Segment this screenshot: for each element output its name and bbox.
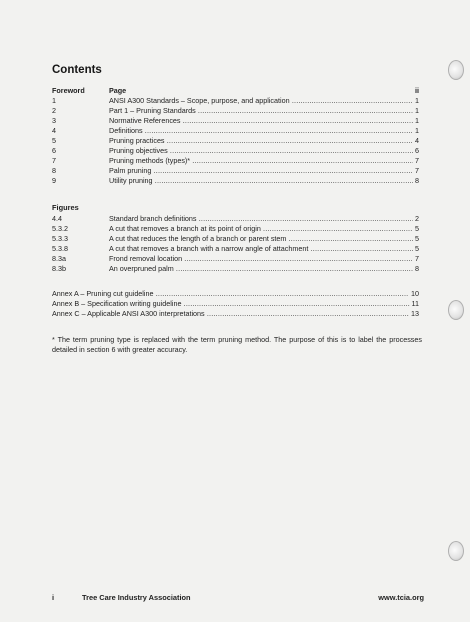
toc-entry-page: 1 <box>415 126 419 135</box>
toc-entry-page: 1 <box>415 106 419 115</box>
annex-entry <box>52 289 419 299</box>
annex-entry-page: 11 <box>411 299 419 308</box>
figure-entry <box>52 244 419 254</box>
toc-entry-page: 1 <box>415 116 419 125</box>
toc-entry-title: Palm pruning ..... <box>109 166 413 176</box>
toc-entry <box>52 96 419 106</box>
figure-entry <box>52 234 419 244</box>
footer-page-number: i <box>52 593 55 602</box>
annex-entry-page: 13 <box>411 309 419 318</box>
figure-entry-page: 2 <box>415 214 419 223</box>
toc-entry <box>52 176 419 186</box>
figure-entry-number: 5.3.8 <box>52 244 68 253</box>
toc-entry-number: 7 <box>52 156 56 165</box>
figure-entry-title: An overpruned palm ..... <box>109 264 413 274</box>
figure-entry-number: 8.3b <box>52 264 66 273</box>
toc-entry-number: 6 <box>52 146 56 155</box>
toc-foreword-page: ii <box>415 86 419 95</box>
toc-entry <box>52 166 419 176</box>
punch-hole-icon <box>448 300 464 320</box>
figure-entry-page: 5 <box>415 224 419 233</box>
punch-hole-icon <box>448 541 464 561</box>
figure-entry <box>52 224 419 234</box>
annex-entry-title: Annex A – Pruning cut guideline ..... <box>52 289 413 299</box>
figure-entry-title: Standard branch definitions ..... <box>109 214 413 224</box>
toc-entry-number: 5 <box>52 136 56 145</box>
annex-entry-title: Annex C – Applicable ANSI A300 interpretations ..... <box>52 309 413 319</box>
toc-entry <box>52 136 419 146</box>
figures-heading: Figures <box>52 203 79 212</box>
figure-entry-page: 7 <box>415 254 419 263</box>
figure-entry-number: 4.4 <box>52 214 62 223</box>
toc-entry <box>52 146 419 156</box>
toc-entry-number: 1 <box>52 96 56 105</box>
toc-entry-number: 3 <box>52 116 56 125</box>
figure-entry-title: A cut that reduces the length of a branch or parent stem ..... <box>109 234 413 244</box>
toc-entry-page: 7 <box>415 166 419 175</box>
annex-entry-title: Annex B – Specification writing guideline ..... <box>52 299 413 309</box>
figure-entry-page: 5 <box>415 244 419 253</box>
toc-entry <box>52 106 419 116</box>
toc-entry-page: 1 <box>415 96 419 105</box>
toc-entry-title: Utility pruning ..... <box>109 176 413 186</box>
figure-entry-title: A cut that removes a branch with a narrow angle of attachment ..... <box>109 244 413 254</box>
footer-website: www.tcia.org <box>378 593 424 602</box>
toc-entry-page: 7 <box>415 156 419 165</box>
figure-entry <box>52 254 419 264</box>
figure-entry-page: 5 <box>415 234 419 243</box>
toc-entry-page: 8 <box>415 176 419 185</box>
toc-entry-title: Pruning practices ..... <box>109 136 413 146</box>
toc-entry <box>52 156 419 166</box>
annex-entry <box>52 299 419 309</box>
figure-entry-title: Frond removal location ..... <box>109 254 413 264</box>
toc-entry-number: 9 <box>52 176 56 185</box>
figure-entry-title: A cut that removes a branch at its point of origin ..... <box>109 224 413 234</box>
toc-entry-page: 4 <box>415 136 419 145</box>
figure-entry <box>52 214 419 224</box>
toc-entry-title: ANSI A300 Standards – Scope, purpose, and application ..... <box>109 96 413 106</box>
footnote: * The term pruning type is replaced with the term pruning method. The purpose of this is to label the processes detailed in section 6 with greater accuracy. <box>52 335 422 354</box>
toc-page-column-label: Page <box>109 86 127 95</box>
toc-entry-number: 2 <box>52 106 56 115</box>
toc-entry-title: Part 1 – Pruning Standards ..... <box>109 106 413 116</box>
contents-heading: Contents <box>52 64 102 76</box>
figure-entry-number: 8.3a <box>52 254 66 263</box>
toc-entry-number: 4 <box>52 126 56 135</box>
toc-entry-title: Definitions ..... <box>109 126 413 136</box>
toc-entry <box>52 126 419 136</box>
figure-entry <box>52 264 419 274</box>
annex-entry <box>52 309 419 319</box>
toc-entry-page: 6 <box>415 146 419 155</box>
toc-entry-title: Normative References ..... <box>109 116 413 126</box>
toc-entry-number: 8 <box>52 166 56 175</box>
figure-entry-number: 5.3.3 <box>52 234 68 243</box>
toc-foreword-label: Foreword <box>52 86 85 95</box>
toc-entry <box>52 116 419 126</box>
toc-entry-title: Pruning objectives ..... <box>109 146 413 156</box>
toc-header-row <box>52 86 419 96</box>
footer-organization: Tree Care Industry Association <box>82 593 191 602</box>
annex-entry-page: 10 <box>411 289 419 298</box>
toc-entry-title: Pruning methods (types)* ..... <box>109 156 413 166</box>
figure-entry-number: 5.3.2 <box>52 224 68 233</box>
figure-entry-page: 8 <box>415 264 419 273</box>
punch-hole-icon <box>448 60 464 80</box>
